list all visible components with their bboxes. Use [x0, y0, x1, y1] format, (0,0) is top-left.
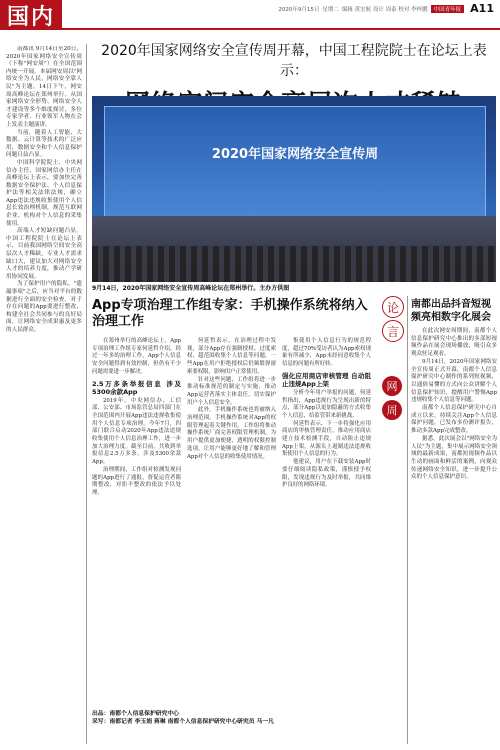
article-paragraph: 集使用个人信息行为的规范程度，超过70%受访者认为App索权现象有所减少，App未经同意收集个人信息的问题有所好转。 — [282, 338, 371, 368]
article-column — [282, 338, 371, 498]
main-article — [92, 298, 376, 738]
news-photo — [92, 96, 496, 282]
headline-kicker: 2020年国家网络安全宣传周开幕，中国工程院院士在论坛上表示： — [101, 43, 487, 79]
column-divider — [407, 296, 408, 744]
article-source: 出品：南都个人信息保护研究中心 采写：南都记者 李玉娟 蒋琳 南都个人信息保护研究中心研究员 马一凡 — [92, 711, 274, 725]
article-paragraph: 针对这些问题，工作组将进一步推动标准规范的制定与实施，推动App运营者落实主体责任，切实保护用户个人信息安全。 — [187, 376, 276, 406]
sidebar-body — [411, 328, 497, 482]
article-paragraph: 分析今年用户举报的问题，何延哲指出，App违规行为呈现出新的特点，部分App以更加隐蔽的方式收集个人信息，给监管带来新挑战。 — [282, 389, 371, 419]
banner-circle: 网 — [382, 376, 402, 396]
sidebar-paragraph: 在此次网安周期间，南都个人信息保护研究中心推出的多部短视频作品在展会现场播放，吸引众多观众驻足观看。 — [411, 328, 497, 358]
editors-credit: 编辑 黄宏航 设计 周泰 校对 李梓鹏 — [341, 6, 428, 13]
sidebar-paragraph: 南都个人信息保护研究中心自成立以来，持续关注App个人信息保护问题，已发布多份测评报告，推动多款App完成整改。 — [411, 405, 497, 435]
article-paragraph: 何延哲表示，下一步将强化应用商店的审核管理责任，推动应用商店建立技术检测手段，自动阻止违规App上架，从源头上遏制违法违规收集使用个人信息的行为。 — [282, 420, 371, 458]
article-subheading: 2.5万多条举报信息 涉及5300余款App — [92, 379, 181, 396]
stage-screen — [104, 106, 486, 218]
header-rule — [62, 28, 500, 30]
article-column — [92, 338, 181, 498]
issue-weekday: 星期二 — [322, 6, 339, 13]
article-column — [187, 338, 276, 498]
left-paragraph: 中国科学院院士、中央网信办主任、国家网信办主任在高峰论坛上表示，要加快完善数据安全保护法、个人信息保护法等相关法律法规，确立App违法违规收集使用个人信息长效治理机制，规范互联网企业、机构对个人信息的采集使用。 — [6, 159, 82, 227]
banner-circle: 论 — [382, 296, 404, 318]
article-paragraph: 他建议，用户在下载安装App时要仔细阅读隐私政策，谨慎授予权限，发现违规行为及时举报，共同维护良好的网络环境。 — [282, 459, 371, 489]
page-number: A11 — [470, 2, 494, 15]
issue-date: 2020年9月15日 — [278, 6, 320, 13]
header-meta — [278, 2, 494, 15]
banner-circle: 周 — [382, 400, 402, 420]
article-paragraph: 2019年，中央网信办、工信部、公安部、市场监管总局四部门在全国范围内开展App违法违规收集使用个人信息专项治理。今年7月，四部门联合启动2020年App违法违规收集使用个人信息治理工作，进一步加大治理力度。截至目前，共收到举报信息2.5万多条，涉及5300余款App。 — [92, 397, 181, 466]
article-paragraph: 此外，手机操作系统也将被纳入治理范围。手机操作系统对App的权限管理起着关键作用，工作组将推动操作系统厂商完善权限管理机制，为用户提供更加便捷、透明的权限控制选项，让用户能够更好地了解和管理App对个人信息的收集使用情况。 — [187, 407, 276, 460]
page-header — [0, 0, 500, 34]
photo-caption: 9月14日，2020年国家网络安全宣传周高峰论坛在郑州举行。主办方供图 — [92, 285, 290, 292]
sidebar-paragraph: 据悉，此次展会以"网络安全为人民"为主题，集中展示网络安全领域的最新成果，南都短视频作品以生动的画面和鲜活的案例，向观众传递网络安全知识，进一步提升公众的个人信息保护意识。 — [411, 435, 497, 481]
left-paragraph: 当前，随着人工智能、大数据、云计算等技术的广泛应用，数据安全和个人信息保护问题日益凸显。 — [6, 129, 82, 159]
left-paragraph: 高端人才短缺问题凸显。中国工程院院士在论坛上表示，目前我国网络空间安全高层次人才稀缺，专业人才需求缺口大，建议加大对网络安全人才的培养力度，推动产学研用协同发展。 — [6, 228, 82, 280]
edition-badge: 中国青年报 — [431, 5, 465, 13]
stage-screen-text: 2020年国家网络安全宣传周 — [211, 147, 379, 162]
left-column-article — [6, 46, 82, 746]
banner-circle: 言 — [382, 320, 404, 342]
article-paragraph: 治理期间，工作组对检测发现问题的App进行了通报，督促运营者限期整改，对拒不整改的依法予以处理。 — [92, 466, 181, 496]
article-subheading: 强化应用商店审核管理 自动阻止违规App上架 — [282, 371, 371, 388]
sidebar-article — [411, 298, 497, 744]
column-banner — [380, 296, 404, 466]
sidebar-paragraph: 9月14日，2020年国家网络安全宣传周正式开幕，南都个人信息保护研究中心制作的系列短视频，以通俗易懂的方式向公众讲解个人信息保护知识，提醒用户警惕App违规收集个人信息等问题。 — [411, 358, 497, 404]
left-paragraph: 为了保护用户的隐私，"遗漏事项"之后，应当对平台的数据进行全面的安全检查，对于存在问题的App要进行整改，构建全社会共同参与的良好局面，让网络安全成果惠及更多的人民群众。 — [6, 281, 82, 333]
column-divider — [86, 44, 87, 744]
section-label: 国内 — [0, 0, 62, 30]
audience — [92, 246, 496, 282]
article-paragraph: 何延哲表示，在治理过程中发现，部分App存在强制授权、过度索权、超范围收集个人信息等问题，一些App在用户拒绝授权后仍频繁弹窗索要权限，影响用户正常使用。 — [187, 338, 276, 375]
left-paragraph: 南都讯 9月14日至20日，2020年国家网络安全宣传周（下称"网安周"）在全国范围内统一开展。本届网安周以"网络安全为人民，网络安全靠人民"为主题。14日下午，网安周高峰论坛在郑州举行。从国家网络安全形势、网络安全人才建设等多个维度探讨，多位专家学者、行业领军人物在会上发表主题演讲。 — [6, 46, 82, 128]
article-title: App专项治理工作组专家：手机操作系统将纳入治理工作 — [92, 298, 368, 329]
sidebar-title: 南都出品抖音短视频亮相数字化展会 — [411, 299, 491, 323]
article-paragraph: 在郑州举行的高峰论坛上，App专项治理工作组专家何延哲介绍，经过一年多的治理工作，App个人信息安全问题得到有效控制，但仍有不少问题需要进一步解决。 — [92, 338, 181, 375]
article-columns — [92, 338, 376, 498]
